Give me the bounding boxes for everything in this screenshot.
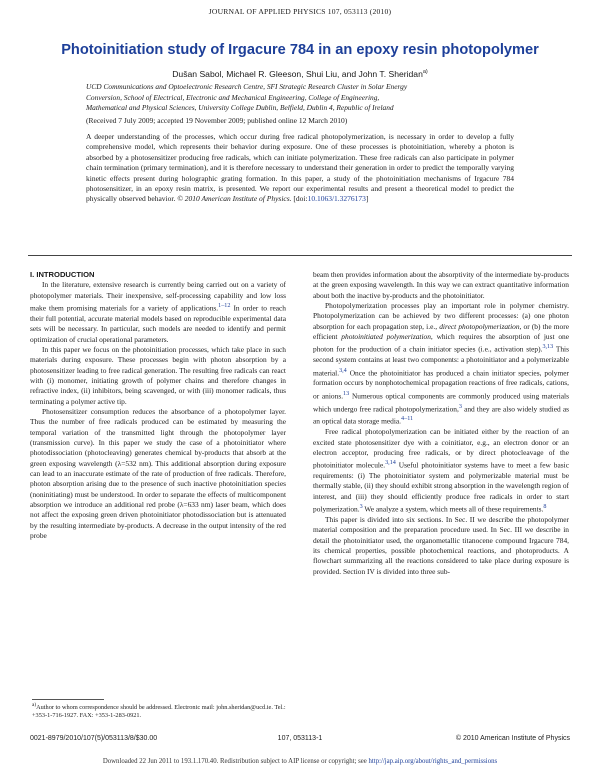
citation-link[interactable]: 1–12 — [218, 303, 231, 310]
doi-close: ] — [365, 194, 369, 204]
citation-link[interactable]: 3 — [458, 403, 462, 410]
download-notice — [0, 758, 600, 765]
rights-link[interactable]: http://jap.aip.org/about/rights_and_permissions — [368, 758, 498, 765]
footnote-mark: a) — [32, 702, 37, 708]
paragraph: Photosensitizer consumption reduces the absorbance of a photopolymer layer. Thus the number of free radicals produced can be estimated by measuring the temporal variation of the transmitted light through the photopolymer layer (transmission curve). In this paper we study the case of a photoinitiator where photodissociation (photocleaving) generates chemical by-products that absorb at the green exposing wavelength (λ=532 nm). This additional absorption during exposure can lead to an inaccurate estimate of the rate of production of free radicals. Therefore, photon absorption arising due to the presence of such inactive photoinitiation species (noninitiating) must be understood. In order to separate the effects of multicomponent absorption we introduce an additional red probe (λ=633 nm) laser beam, which does not affect the exposing green driven photoinitiator photodissociation but is attenuated by the resulting intermediate by-products. A decrease in the output intensity of the red probe — [30, 406, 286, 541]
citation-link[interactable]: 3,4 — [339, 367, 347, 374]
footnote-text: Author to whom correspondence should be addressed. Electronic mail: john.sheridan@ucd.ie. Tel.: +353-1-716-1927. FAX: +353-1-283-0921. — [32, 704, 286, 720]
citation-link[interactable]: 13 — [343, 390, 350, 397]
received-dates: (Received 7 July 2009; accepted 19 November 2009; published online 12 March 2010) — [86, 116, 348, 125]
header-divider — [28, 255, 572, 256]
affiliation-line: UCD Communications and Optoelectronic Research Centre, SFI Strategic Research Cluster in Solar Energy — [86, 82, 408, 91]
citation-link[interactable]: 3,13 — [542, 344, 554, 351]
author-list — [0, 69, 600, 79]
affiliation — [86, 82, 516, 114]
citation-link[interactable]: 4–11 — [401, 416, 414, 423]
author-names: Dušan Sabol, Michael R. Gleeson, Shui Liu, and John T. Sheridan — [172, 69, 423, 79]
paragraph: This paper is divided into six sections. In Sec. II we describe the photopolymer material composition and the preparation procedure used. In Sec. III we describe in detail the photoinitiator used, the organometallic titanocene compound Irgacure 784, its chemical properties, possible photochemical reactions, and photoproducts. A flowchart summarizing all the reactions considered to take place during exposure is provided. Section IV is divided into three sub- — [313, 514, 569, 576]
footer-issn: 0021-8979/2010/107(5)/053113/8/$30.00 — [30, 735, 158, 742]
section-heading: I. INTRODUCTION — [30, 270, 95, 279]
citation-link[interactable]: 8 — [543, 504, 547, 511]
paragraph: Free radical photopolymerization can be initiated either by the reaction of an excited state photosensitizer dye with a coinitiator, e.g., an electron donor or an electron acceptor, producing free radicals, or by direct photocleavage of the photoinitiator molecule.$^{3,14}$ Useful photoinitiator systems have to meet a few basic requirements: (i) The photoinitiator system and polymerizable material must be thermally stable, (ii) they should exhibit strong absorption in the wavelength region of interest, and (iii) they should efficiently produce free radicals in order to start polymerization.$^3$ We analyze a system, which meets all of these requirements.$^8$ — [313, 427, 569, 514]
abstract-copyright: © 2010 American Institute of Physics. — [177, 194, 292, 204]
footer-page-number: 107, 053113-1 — [277, 735, 323, 742]
paragraph: In the literature, extensive research is currently being carried out on a variety of photopolymer materials. Their inexpensive, self-processing capability and low loss make them promising materials for a variety of applications.$^{1-12}$ In order to reach their full potential, accurate material models based on reproducible experimental data sets will be necessary. In particular, such models are needed to identify and permit optimization of crucial operational parameters. — [30, 280, 287, 344]
paragraph: In this paper we focus on the photoinitiation processes, which take place in such materials during exposure. These processes begin with photon absorption by a photosensitizer leading to free radical generation. The resulting free radicals can react with (i) monomer, initiating growth of polymer chains and therefore changes in refractive index, (ii) inhibitors, being scavenged, or with (iii) monomer radicals, thus terminating a polymer active tip. — [30, 344, 286, 406]
paragraph: Photopolymerization processes play an important role in polymer chemistry. Photopolymerization can be achieved by two different processes: (a) one photon absorption for each propagation step, i.e., direct photopolymerization, or (b) the more efficient photoinitiated polymerization, which requires the absorption of just one photon for the production of a chain initiator species (i.e., activation step).$^{3,13}$ This second system contains at least two components: a photoinitiator and a polymerizable material.$^{3,4}$ Once the photoinitiator has produced a chain initiator species, polymer formation occurs by nonphotochemical propagation reactions of free radicals, cations, or anions.$^{13}$ Numerous optical components are commonly produced using materials which undergo free radical photopolymerization,$^3$ and they are also widely studied as an optical data storage media.$^{4-11}$ — [313, 301, 569, 426]
running-head: JOURNAL OF APPLIED PHYSICS 107, 053113 (2010) — [208, 7, 392, 16]
author-footnote-mark: a) — [422, 69, 428, 76]
affiliation-line: Mathematical and Physical Sciences, University College Dublin, Belfield, Dublin 4, Republic of Ireland — [86, 103, 394, 113]
paragraph: beam then provides information about the absorptivity of the intermediate by-products at the green exposing wavelength. In this way we can extract quantitative information about both the inactive by-products and the photoinitiator. — [313, 270, 569, 300]
footer-copyright: © 2010 American Institute of Physics — [455, 735, 570, 742]
article-title: Photoinitiation study of Irgacure 784 in an epoxy resin photopolymer — [61, 42, 539, 58]
citation-link[interactable]: 3 — [359, 504, 363, 511]
footnote-divider — [32, 699, 104, 700]
footnote — [32, 701, 286, 721]
doi-link[interactable]: 10.1063/1.3276173 — [307, 194, 366, 204]
right-column — [313, 270, 569, 577]
citation-link[interactable]: 3,14 — [385, 460, 396, 467]
abstract-text: A deeper understanding of the processes, which occur during free radical photopolymerization, is necessary in order to develop a fully comprehensive model, which represents their behavior during exposure. One of these processes is photoinitiation, whereby a photon is absorbed by a photosensitizer producing free radicals, which can initiate polymerization. These free radicals can also participate in polymer chain termination (primary termination), and it is therefore necessary to understand their generation in order to predict the temporally varying kinetic effects present during holographic grating formation. In this paper, a study of the photoinitiation mechanisms of Irgacure 784 photosensitizer, in an epoxy resin matrix, is presented. We report our experimental results and present a theoretical model to predict the physically observed behavior. — [86, 132, 514, 204]
affiliation-line: Conversion, School of Electrical, Electronic and Mechanical Engineering, College of Engineering, — [86, 92, 380, 102]
doi-open: [doi: — [291, 194, 308, 204]
left-column — [30, 270, 286, 541]
abstract — [86, 132, 514, 205]
download-text: Downloaded 22 Jun 2011 to 193.1.170.40. Redistribution subject to AIP license or copyright; see — [102, 758, 369, 765]
